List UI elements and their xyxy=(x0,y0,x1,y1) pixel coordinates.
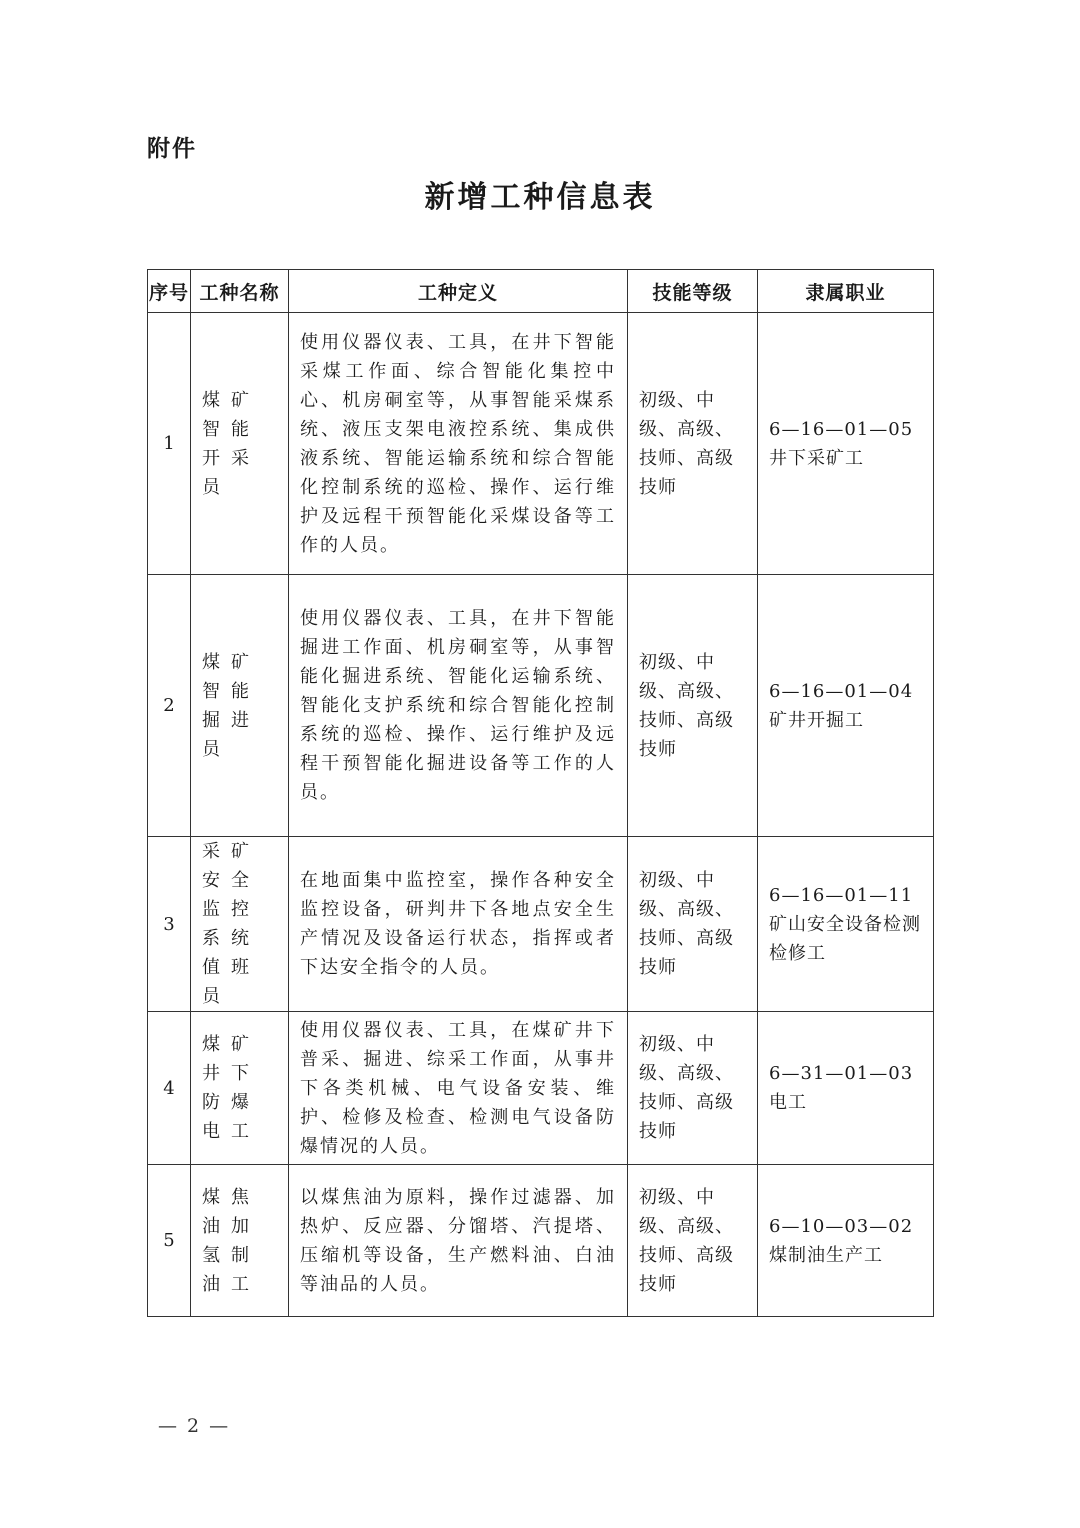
occupation-name: 矿井开掘工 xyxy=(769,709,864,731)
page-number: — 2 — xyxy=(158,1415,231,1437)
row-occupation xyxy=(758,1165,934,1317)
row-skill-level: 初级、中级、高级、技师、高级技师 xyxy=(628,313,758,575)
occupation-code: 6—16—01—11 xyxy=(769,884,914,906)
row-definition: 在地面集中监控室，操作各种安全监控设备，研判井下各地点安全生产情况及设备运行状态，指挥或者下达安全指令的人员。 xyxy=(289,837,628,1012)
row-definition: 使用仪器仪表、工具，在煤矿井下普采、掘进、综采工作面，从事井下各类机械、电气设备安装、维护、检修及检查、检测电气设备防爆情况的人员。 xyxy=(289,1012,628,1165)
occupation-code: 6—16—01—05 xyxy=(769,418,914,440)
row-job-name: 煤焦油加氢制油工 xyxy=(191,1165,289,1317)
row-occupation xyxy=(758,575,934,837)
table-header-row xyxy=(148,270,934,313)
document-title: 新增工种信息表 xyxy=(424,180,656,215)
row-seq: 4 xyxy=(148,1012,191,1165)
row-seq: 1 xyxy=(148,313,191,575)
table-row xyxy=(148,313,934,575)
row-occupation xyxy=(758,837,934,1012)
row-definition: 使用仪器仪表、工具，在井下智能掘进工作面、机房硐室等，从事智能化掘进系统、智能化运输系统、智能化支护系统和综合智能化控制系统的巡检、操作、运行维护及远程干预智能化掘进设备等工作的人员。 xyxy=(289,575,628,837)
header-name: 工种名称 xyxy=(191,270,289,313)
row-skill-level: 初级、中级、高级、技师、高级技师 xyxy=(628,837,758,1012)
row-seq: 5 xyxy=(148,1165,191,1317)
row-occupation xyxy=(758,313,934,575)
header-definition: 工种定义 xyxy=(289,270,628,313)
attachment-label: 附件 xyxy=(147,136,197,162)
row-job-name: 煤矿井下防爆电工 xyxy=(191,1012,289,1165)
header-seq: 序号 xyxy=(148,270,191,313)
row-definition: 以煤焦油为原料，操作过滤器、加热炉、反应器、分馏塔、汽提塔、压缩机等设备，生产燃料油、白油等油品的人员。 xyxy=(289,1165,628,1317)
table-row xyxy=(148,575,934,837)
row-job-name: 采矿安全监控系统值班员 xyxy=(191,837,289,1012)
table-row xyxy=(148,837,934,1012)
occupation-code: 6—10—03—02 xyxy=(769,1215,914,1237)
occupation-code: 6—31—01—03 xyxy=(769,1063,914,1084)
occupation-name: 井下采矿工 xyxy=(769,447,864,469)
occupation-name: 电工 xyxy=(769,1092,807,1113)
row-definition: 使用仪器仪表、工具，在井下智能采煤工作面、综合智能化集控中心、机房硐室等，从事智能采煤系统、液压支架电液控系统、集成供液系统、智能运输系统和综合智能化控制系统的巡检、操作、运行维护及远程干预智能化采煤设备等工作的人员。 xyxy=(289,313,628,575)
table-row xyxy=(148,1012,934,1165)
row-skill-level: 初级、中级、高级、技师、高级技师 xyxy=(628,1165,758,1317)
row-seq: 3 xyxy=(148,837,191,1012)
row-seq: 2 xyxy=(148,575,191,837)
row-skill-level: 初级、中级、高级、技师、高级技师 xyxy=(628,1012,758,1165)
header-occupation: 隶属职业 xyxy=(758,270,934,313)
occupation-code: 6—16—01—04 xyxy=(769,680,914,702)
row-occupation xyxy=(758,1012,934,1165)
row-job-name: 煤矿智能掘进员 xyxy=(191,575,289,837)
row-job-name: 煤矿智能开采员 xyxy=(191,313,289,575)
job-types-table xyxy=(147,269,934,1317)
row-skill-level: 初级、中级、高级、技师、高级技师 xyxy=(628,575,758,837)
occupation-name: 矿山安全设备检测检修工 xyxy=(769,913,921,964)
table-row xyxy=(148,1165,934,1317)
occupation-name: 煤制油生产工 xyxy=(769,1244,883,1266)
header-level: 技能等级 xyxy=(628,270,758,313)
